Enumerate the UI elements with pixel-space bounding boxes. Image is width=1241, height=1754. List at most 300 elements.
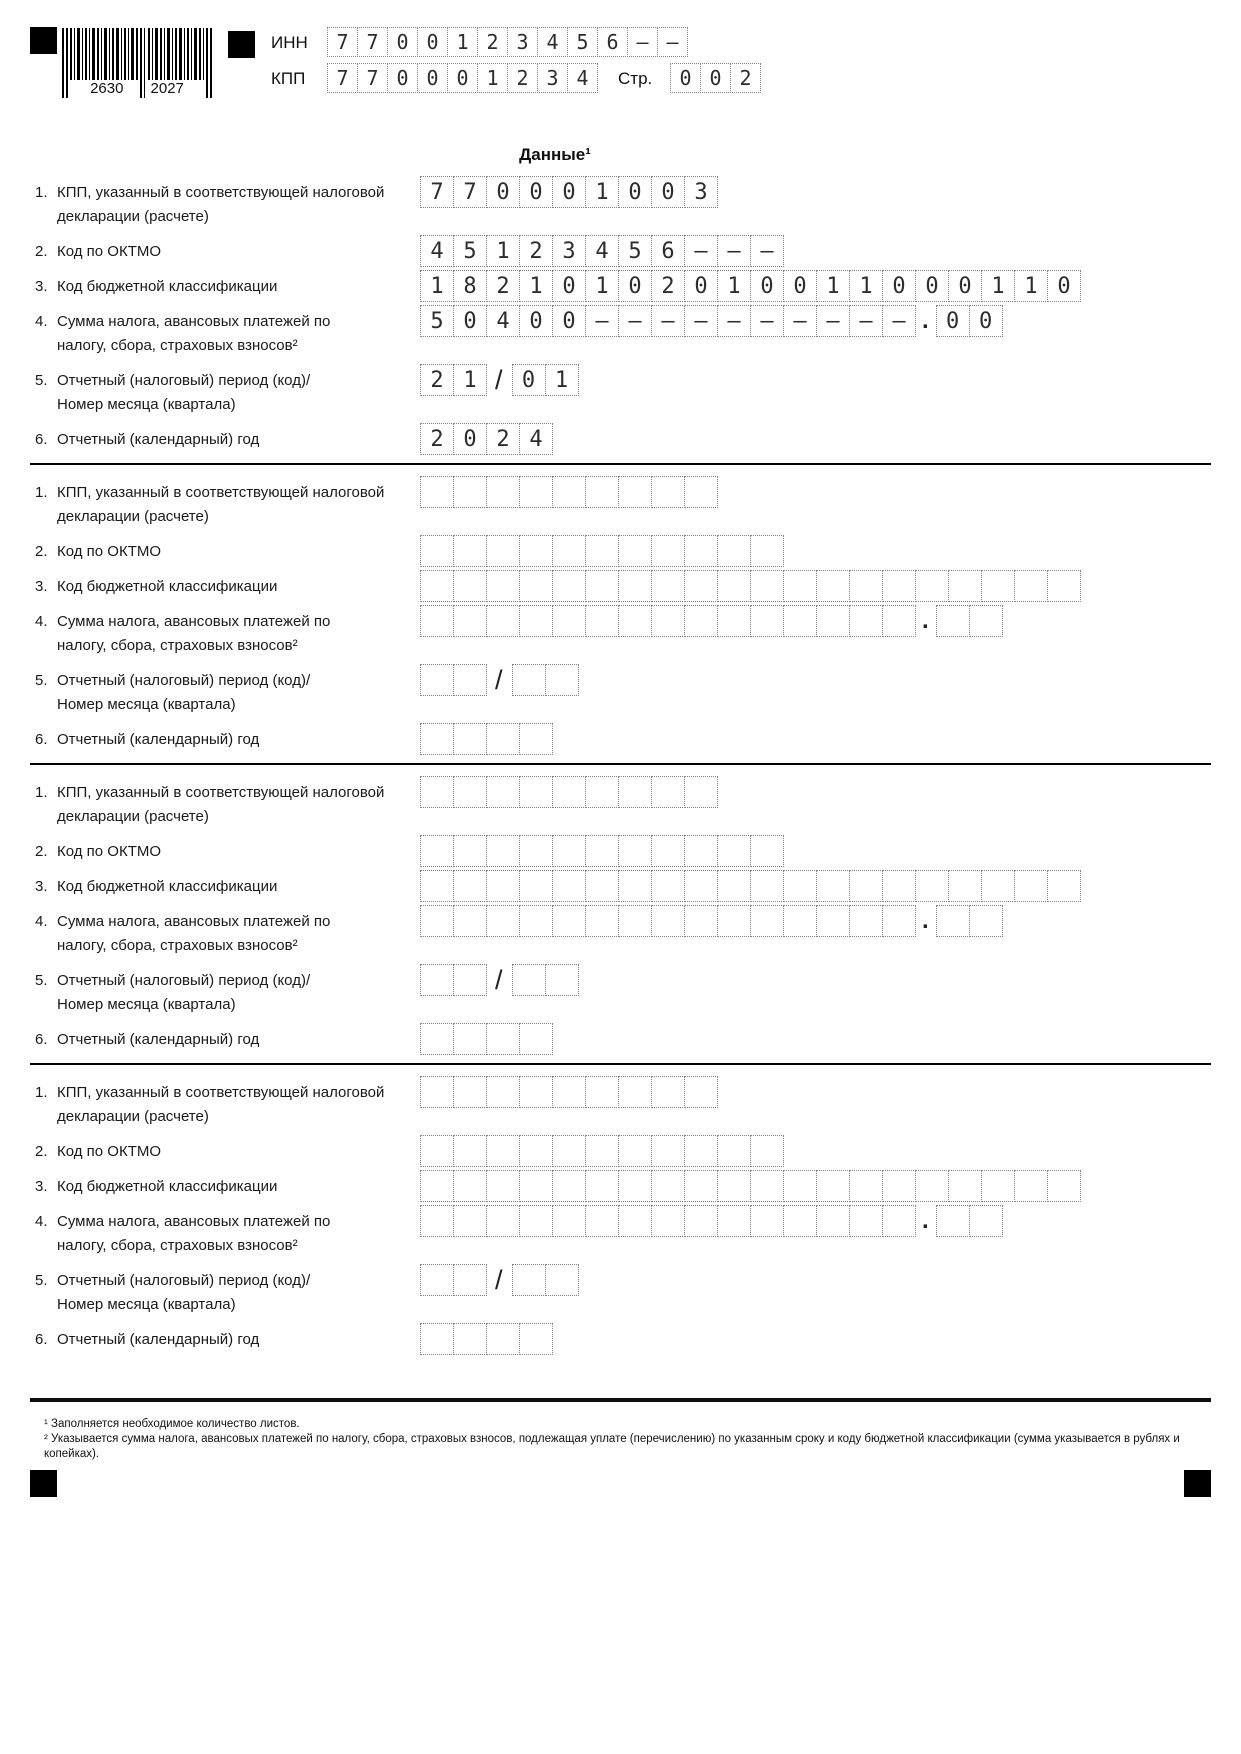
digit-cell[interactable]	[849, 870, 883, 902]
digit-cell[interactable]	[453, 476, 487, 508]
digit-cell[interactable]	[545, 664, 579, 696]
digit-cell[interactable]	[420, 776, 454, 808]
digit-cell[interactable]: 0	[417, 63, 448, 93]
digit-cell[interactable]	[453, 570, 487, 602]
digit-cell[interactable]: 0	[519, 305, 553, 337]
digit-cell[interactable]: –	[627, 27, 658, 57]
digit-cell[interactable]	[684, 776, 718, 808]
digit-cell[interactable]: –	[717, 305, 751, 337]
digit-cell[interactable]	[486, 1170, 520, 1202]
field-number: 6.	[35, 1331, 48, 1348]
digit-cell[interactable]	[717, 535, 751, 567]
digit-cell[interactable]: 1	[486, 235, 520, 267]
digit-cell[interactable]	[684, 605, 718, 637]
digit-cell[interactable]	[453, 964, 487, 996]
digit-cell[interactable]	[684, 535, 718, 567]
digit-cell[interactable]: 0	[783, 270, 817, 302]
digit-cell[interactable]	[519, 1170, 553, 1202]
digit-cell[interactable]	[717, 905, 751, 937]
digit-cell[interactable]	[618, 835, 652, 867]
digit-cell[interactable]	[585, 776, 619, 808]
digit-cell[interactable]: 1	[453, 364, 487, 396]
digit-cell[interactable]	[552, 835, 586, 867]
digit-cell[interactable]	[420, 1205, 454, 1237]
digit-cell[interactable]	[486, 835, 520, 867]
digit-cell[interactable]	[453, 535, 487, 567]
digit-cell[interactable]	[750, 1205, 784, 1237]
digit-cell[interactable]	[750, 605, 784, 637]
digit-cell[interactable]	[651, 535, 685, 567]
digit-cell[interactable]: 0	[512, 364, 546, 396]
digit-cell[interactable]: 1	[420, 270, 454, 302]
digit-cell[interactable]	[486, 1205, 520, 1237]
digit-cell[interactable]: 1	[1014, 270, 1048, 302]
digit-cell[interactable]: –	[651, 305, 685, 337]
digit-cell[interactable]	[783, 605, 817, 637]
digit-cell[interactable]: 2	[651, 270, 685, 302]
digit-cell[interactable]	[816, 605, 850, 637]
digit-cell[interactable]: 3	[507, 27, 538, 57]
digit-cell[interactable]	[486, 1023, 520, 1055]
digit-cell[interactable]	[1047, 1170, 1081, 1202]
digit-cell[interactable]	[1047, 870, 1081, 902]
digit-cell[interactable]: 5	[420, 305, 454, 337]
data-block	[30, 181, 1211, 452]
digit-cell[interactable]	[651, 1135, 685, 1167]
digit-cell[interactable]	[552, 535, 586, 567]
digit-cell[interactable]: 3	[684, 176, 718, 208]
digit-cell[interactable]: 0	[882, 270, 916, 302]
field-label: Отчетный (календарный) год	[57, 431, 260, 448]
digit-cell[interactable]	[585, 476, 619, 508]
digit-cell[interactable]: 7	[327, 63, 358, 93]
digit-cell[interactable]: 6	[651, 235, 685, 267]
digit-cell[interactable]: 4	[420, 235, 454, 267]
digit-cell[interactable]	[486, 570, 520, 602]
digit-cell[interactable]: 1	[981, 270, 1015, 302]
digit-cell[interactable]	[651, 835, 685, 867]
digit-cell[interactable]	[519, 605, 553, 637]
digit-cell[interactable]	[453, 723, 487, 755]
digit-cell[interactable]	[453, 1170, 487, 1202]
digit-cell[interactable]	[552, 1170, 586, 1202]
digit-cell[interactable]	[750, 870, 784, 902]
digit-cell[interactable]	[1014, 870, 1048, 902]
digit-cell[interactable]	[651, 476, 685, 508]
digit-cell[interactable]	[486, 870, 520, 902]
digit-cell[interactable]	[849, 905, 883, 937]
digit-cell[interactable]	[717, 570, 751, 602]
digit-cell[interactable]: –	[717, 235, 751, 267]
digit-cell[interactable]: 7	[453, 176, 487, 208]
digit-cell[interactable]: 7	[327, 27, 358, 57]
digit-cell[interactable]: 2	[486, 423, 520, 455]
digit-cell[interactable]	[420, 1264, 454, 1296]
digit-cell[interactable]	[936, 905, 970, 937]
form-field-row	[30, 781, 1211, 829]
field-cells	[420, 664, 578, 696]
digit-cell[interactable]	[717, 835, 751, 867]
digit-cell[interactable]	[486, 776, 520, 808]
digit-cell[interactable]	[486, 1135, 520, 1167]
digit-cell[interactable]	[453, 1205, 487, 1237]
digit-cell[interactable]: 0	[969, 305, 1003, 337]
digit-cell[interactable]	[618, 1076, 652, 1108]
digit-cell[interactable]	[816, 1205, 850, 1237]
digit-cell[interactable]: 4	[486, 305, 520, 337]
digit-cell[interactable]	[585, 605, 619, 637]
digit-cell[interactable]	[618, 1170, 652, 1202]
digit-cell[interactable]	[486, 476, 520, 508]
digit-cell[interactable]	[519, 1205, 553, 1237]
digit-cell[interactable]	[585, 1076, 619, 1108]
digit-cell[interactable]	[651, 870, 685, 902]
digit-cell[interactable]	[882, 1170, 916, 1202]
digit-cell[interactable]	[915, 1170, 949, 1202]
digit-cell[interactable]	[651, 1205, 685, 1237]
digit-cell[interactable]	[651, 605, 685, 637]
digit-cell[interactable]	[750, 1170, 784, 1202]
digit-cell[interactable]	[936, 605, 970, 637]
digit-cell[interactable]: 1	[585, 270, 619, 302]
digit-cell[interactable]: –	[684, 305, 718, 337]
digit-cell[interactable]: 1	[849, 270, 883, 302]
digit-cell[interactable]	[552, 1135, 586, 1167]
digit-cell[interactable]	[552, 605, 586, 637]
digit-cell[interactable]	[453, 776, 487, 808]
digit-cell[interactable]	[684, 835, 718, 867]
digit-cell[interactable]: 0	[618, 176, 652, 208]
form-field-row	[30, 575, 1211, 599]
digit-cell[interactable]	[618, 1205, 652, 1237]
digit-cell[interactable]	[1014, 570, 1048, 602]
digit-cell[interactable]	[552, 476, 586, 508]
digit-cell[interactable]	[948, 1170, 982, 1202]
digit-cell[interactable]: 0	[915, 270, 949, 302]
digit-cell[interactable]	[915, 870, 949, 902]
digit-cell[interactable]: 1	[816, 270, 850, 302]
digit-cell[interactable]	[552, 570, 586, 602]
digit-cell[interactable]	[849, 1170, 883, 1202]
digit-cell[interactable]: 5	[618, 235, 652, 267]
digit-cell[interactable]	[519, 1135, 553, 1167]
digit-cell[interactable]	[519, 1023, 553, 1055]
digit-cell[interactable]	[519, 870, 553, 902]
digit-cell[interactable]: 1	[585, 176, 619, 208]
digit-cell[interactable]	[969, 605, 1003, 637]
digit-cell[interactable]	[420, 723, 454, 755]
digit-cell[interactable]: 1	[545, 364, 579, 396]
digit-cell[interactable]	[651, 570, 685, 602]
digit-cell[interactable]: 0	[651, 176, 685, 208]
digit-cell[interactable]	[618, 535, 652, 567]
digit-cell[interactable]: 1	[717, 270, 751, 302]
digit-cell[interactable]	[750, 835, 784, 867]
form-field-row	[30, 907, 1211, 958]
form-field-row	[30, 481, 1211, 529]
digit-cell[interactable]	[453, 870, 487, 902]
digit-cell[interactable]	[486, 535, 520, 567]
digit-cell[interactable]	[618, 905, 652, 937]
digit-cell[interactable]	[512, 1264, 546, 1296]
digit-cell[interactable]: 2	[420, 423, 454, 455]
digit-cell[interactable]: 0	[387, 27, 418, 57]
digit-cell[interactable]: 2	[507, 63, 538, 93]
digit-cell[interactable]: 7	[357, 63, 388, 93]
digit-cell[interactable]: 3	[537, 63, 568, 93]
digit-cell[interactable]: 0	[387, 63, 418, 93]
digit-cell[interactable]	[519, 570, 553, 602]
digit-cell[interactable]	[816, 1170, 850, 1202]
digit-cell[interactable]: 4	[537, 27, 568, 57]
digit-cell[interactable]: 6	[597, 27, 628, 57]
digit-cell[interactable]	[882, 905, 916, 937]
digit-cell[interactable]: –	[750, 235, 784, 267]
digit-cell[interactable]	[684, 1170, 718, 1202]
digit-cell[interactable]	[750, 1135, 784, 1167]
digit-cell[interactable]	[618, 776, 652, 808]
digit-cell[interactable]	[783, 905, 817, 937]
digit-cell[interactable]	[519, 1323, 553, 1355]
digit-cell[interactable]	[585, 570, 619, 602]
digit-cell[interactable]: 5	[567, 27, 598, 57]
digit-cell[interactable]	[882, 570, 916, 602]
digit-cell[interactable]	[849, 1205, 883, 1237]
digit-cell[interactable]	[420, 1135, 454, 1167]
digit-cell[interactable]	[1014, 1170, 1048, 1202]
digit-cell[interactable]	[585, 1135, 619, 1167]
digit-cell[interactable]	[981, 570, 1015, 602]
digit-cell[interactable]: 0	[453, 305, 487, 337]
digit-cell[interactable]	[981, 1170, 1015, 1202]
digit-cell[interactable]	[420, 535, 454, 567]
digit-cell[interactable]	[420, 835, 454, 867]
digit-cell[interactable]	[717, 1170, 751, 1202]
digit-cell[interactable]: –	[657, 27, 688, 57]
digit-cell[interactable]	[618, 605, 652, 637]
field-cells	[420, 1264, 578, 1296]
digit-cell[interactable]: 1	[519, 270, 553, 302]
digit-cell[interactable]	[969, 905, 1003, 937]
digit-cell[interactable]	[585, 535, 619, 567]
digit-cell[interactable]: 0	[750, 270, 784, 302]
digit-cell[interactable]: 0	[453, 423, 487, 455]
digit-cell[interactable]: 0	[552, 176, 586, 208]
digit-cell[interactable]	[783, 1170, 817, 1202]
digit-cell[interactable]: 0	[684, 270, 718, 302]
digit-cell[interactable]	[512, 664, 546, 696]
digit-cell[interactable]: 7	[357, 27, 388, 57]
digit-cell[interactable]: 0	[486, 176, 520, 208]
digit-cell[interactable]: –	[882, 305, 916, 337]
digit-cell[interactable]	[585, 835, 619, 867]
digit-cell[interactable]	[969, 1205, 1003, 1237]
digit-cell[interactable]: 0	[1047, 270, 1081, 302]
digit-cell[interactable]	[717, 1135, 751, 1167]
digit-cell[interactable]	[816, 905, 850, 937]
digit-cell[interactable]: 2	[519, 235, 553, 267]
field-cells	[420, 870, 1080, 902]
digit-cell[interactable]	[750, 535, 784, 567]
digit-cell[interactable]	[684, 1205, 718, 1237]
digit-cell[interactable]	[585, 1205, 619, 1237]
digit-cell[interactable]: 0	[417, 27, 448, 57]
digit-cell[interactable]	[981, 870, 1015, 902]
digit-cell[interactable]: 5	[453, 235, 487, 267]
digit-cell[interactable]: –	[849, 305, 883, 337]
digit-cell[interactable]	[783, 870, 817, 902]
digit-cell[interactable]: 0	[552, 270, 586, 302]
digit-cell[interactable]	[552, 1205, 586, 1237]
field-cells	[420, 535, 783, 567]
digit-cell[interactable]	[783, 1205, 817, 1237]
digit-cell[interactable]	[618, 1135, 652, 1167]
digit-cell[interactable]	[420, 476, 454, 508]
digit-cell[interactable]: –	[585, 305, 619, 337]
digit-cell[interactable]	[684, 476, 718, 508]
digit-cell[interactable]: 2	[477, 27, 508, 57]
digit-cell[interactable]	[519, 1076, 553, 1108]
digit-cell[interactable]	[545, 964, 579, 996]
digit-cell[interactable]: 2	[730, 63, 761, 93]
digit-cell[interactable]	[783, 570, 817, 602]
digit-cell[interactable]	[519, 723, 553, 755]
digit-cell[interactable]	[453, 1323, 487, 1355]
digit-cell[interactable]	[816, 870, 850, 902]
digit-cell[interactable]	[651, 905, 685, 937]
digit-cell[interactable]: –	[783, 305, 817, 337]
digit-cell[interactable]	[1047, 570, 1081, 602]
digit-cell[interactable]	[684, 870, 718, 902]
digit-cell[interactable]	[585, 870, 619, 902]
digit-cell[interactable]: –	[684, 235, 718, 267]
digit-cell[interactable]	[453, 605, 487, 637]
digit-cell[interactable]: 4	[519, 423, 553, 455]
digit-cell[interactable]: 0	[519, 176, 553, 208]
digit-cell[interactable]	[882, 605, 916, 637]
digit-cell[interactable]	[618, 476, 652, 508]
digit-cell[interactable]	[486, 905, 520, 937]
field-number: 4.	[35, 1213, 48, 1230]
digit-cell[interactable]	[552, 905, 586, 937]
digit-cell[interactable]	[936, 1205, 970, 1237]
digit-cell[interactable]	[453, 1076, 487, 1108]
digit-cell[interactable]	[849, 570, 883, 602]
digit-cell[interactable]	[420, 664, 454, 696]
digit-cell[interactable]	[552, 776, 586, 808]
digit-cell[interactable]	[486, 723, 520, 755]
digit-cell[interactable]: 0	[700, 63, 731, 93]
field-cells	[420, 605, 1002, 637]
digit-cell[interactable]: 7	[420, 176, 454, 208]
digit-cell[interactable]	[585, 1170, 619, 1202]
digit-cell[interactable]	[684, 1135, 718, 1167]
digit-cell[interactable]: 0	[618, 270, 652, 302]
digit-cell[interactable]	[948, 870, 982, 902]
digit-cell[interactable]	[816, 570, 850, 602]
form-field-row	[30, 1328, 1211, 1352]
digit-cell[interactable]: 4	[585, 235, 619, 267]
digit-cell[interactable]: 1	[447, 27, 478, 57]
digit-cell[interactable]: 1	[477, 63, 508, 93]
digit-cell[interactable]	[948, 570, 982, 602]
digit-cell[interactable]	[849, 605, 883, 637]
digit-cell[interactable]	[420, 1076, 454, 1108]
digit-cell[interactable]	[453, 1135, 487, 1167]
digit-cell[interactable]	[651, 1170, 685, 1202]
digit-cell[interactable]: 0	[447, 63, 478, 93]
digit-cell[interactable]	[420, 905, 454, 937]
digit-cell[interactable]: 0	[936, 305, 970, 337]
digit-cell[interactable]: 2	[420, 364, 454, 396]
digit-cell[interactable]	[519, 776, 553, 808]
digit-cell[interactable]	[453, 664, 487, 696]
digit-cell[interactable]	[420, 1023, 454, 1055]
digit-cell[interactable]	[585, 905, 619, 937]
digit-cell[interactable]	[882, 870, 916, 902]
digit-cell[interactable]	[512, 964, 546, 996]
digit-cell[interactable]	[882, 1205, 916, 1237]
digit-cell[interactable]	[519, 905, 553, 937]
digit-cell[interactable]	[486, 605, 520, 637]
digit-cell[interactable]: –	[816, 305, 850, 337]
digit-cell[interactable]	[519, 476, 553, 508]
digit-cell[interactable]	[750, 905, 784, 937]
digit-cell[interactable]	[618, 870, 652, 902]
digit-cell[interactable]	[519, 535, 553, 567]
digit-cell[interactable]	[552, 1076, 586, 1108]
digit-cell[interactable]	[717, 1205, 751, 1237]
digit-cell[interactable]	[717, 870, 751, 902]
digit-cell[interactable]	[618, 570, 652, 602]
field-cells	[420, 423, 552, 455]
digit-cell[interactable]	[453, 835, 487, 867]
digit-cell[interactable]: 0	[948, 270, 982, 302]
digit-cell[interactable]	[420, 570, 454, 602]
digit-cell[interactable]	[750, 570, 784, 602]
digit-cell[interactable]: 4	[567, 63, 598, 93]
digit-cell[interactable]	[684, 1076, 718, 1108]
digit-cell[interactable]: –	[618, 305, 652, 337]
digit-cell[interactable]: 3	[552, 235, 586, 267]
digit-cell[interactable]: 0	[670, 63, 701, 93]
digit-cell[interactable]: 2	[486, 270, 520, 302]
digit-cell[interactable]	[420, 1170, 454, 1202]
digit-cell[interactable]: 8	[453, 270, 487, 302]
digit-cell[interactable]	[552, 870, 586, 902]
digit-cell[interactable]	[420, 605, 454, 637]
digit-cell[interactable]	[684, 905, 718, 937]
digit-cell[interactable]	[420, 870, 454, 902]
digit-cell[interactable]	[486, 1323, 520, 1355]
digit-cell[interactable]	[453, 1023, 487, 1055]
digit-cell[interactable]: –	[750, 305, 784, 337]
digit-cell[interactable]	[420, 1323, 454, 1355]
digit-cell[interactable]	[486, 1076, 520, 1108]
digit-cell[interactable]	[420, 964, 454, 996]
digit-cell[interactable]	[453, 905, 487, 937]
digit-cell[interactable]	[651, 1076, 685, 1108]
digit-cell[interactable]	[915, 570, 949, 602]
digit-cell[interactable]	[545, 1264, 579, 1296]
digit-cell[interactable]	[684, 570, 718, 602]
digit-cell[interactable]	[717, 605, 751, 637]
digit-cell[interactable]	[453, 1264, 487, 1296]
field-number: 6.	[35, 1031, 48, 1048]
digit-cell[interactable]: 0	[552, 305, 586, 337]
digit-cell[interactable]	[519, 835, 553, 867]
digit-cell[interactable]	[651, 776, 685, 808]
